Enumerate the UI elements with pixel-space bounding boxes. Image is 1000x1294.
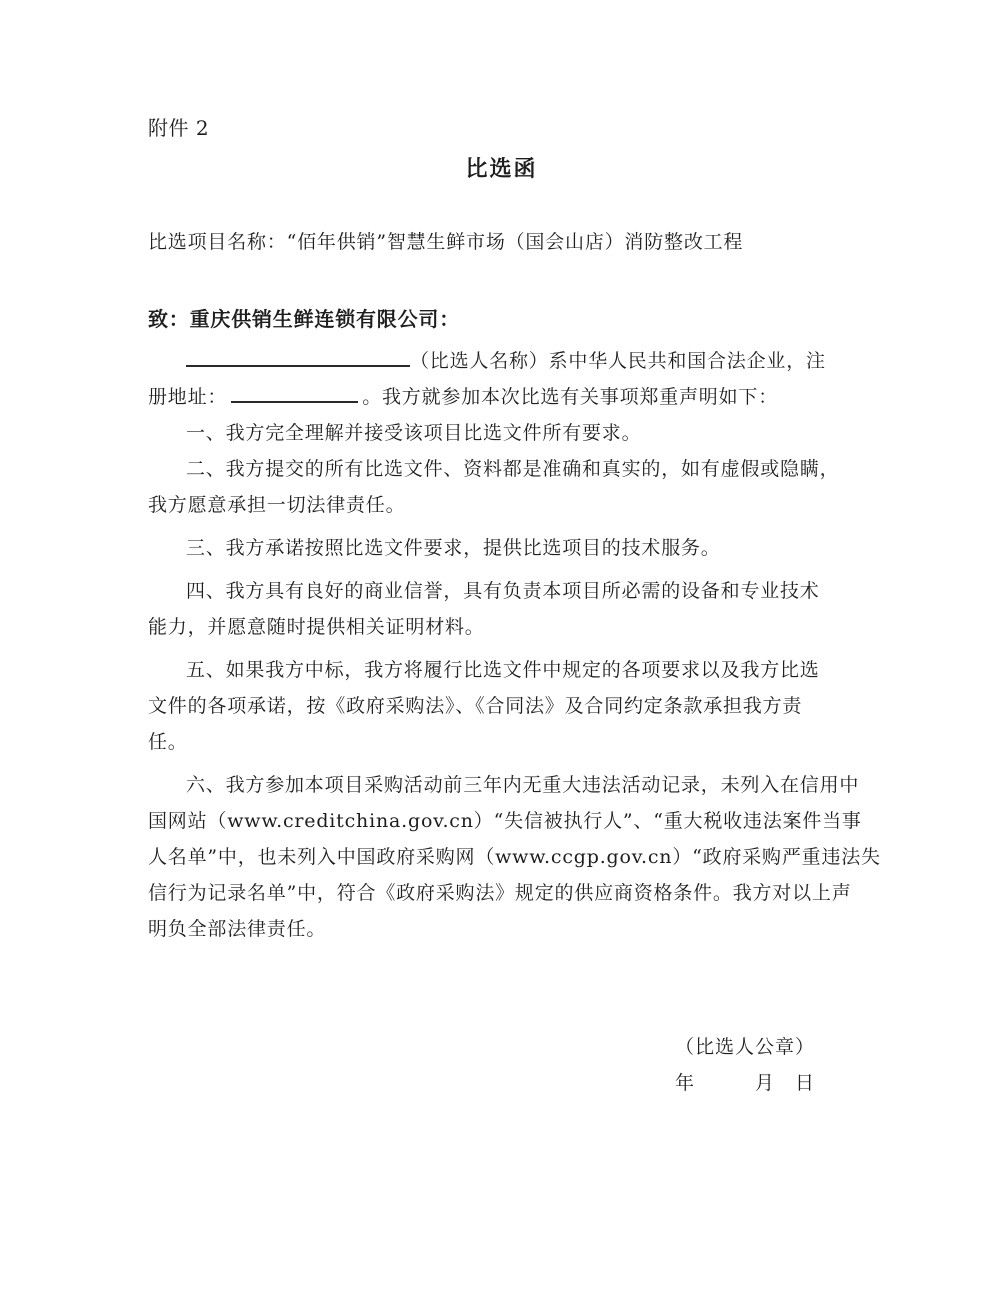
declaration-item-3 <box>148 530 855 566</box>
declaration-item-5-line-1: 五、如果我方中标，我方将履行比选文件中规定的各项要求以及我方比选 <box>186 659 820 681</box>
registered-address-label: 册地址： <box>148 386 228 408</box>
bidder-name-line <box>148 343 855 379</box>
bidder-name-blank-line <box>186 349 410 367</box>
declaration-item-2 <box>148 451 855 523</box>
date-line: 年 月 日 <box>674 1072 815 1094</box>
registered-address-line <box>148 379 855 415</box>
declaration-item-6-line-2: 国网站（www.creditchina.gov.cn）“失信被执行人”、“重大税收违法案件当事 <box>148 810 862 832</box>
declaration-item-4 <box>148 573 855 645</box>
declaration-intro <box>148 343 855 415</box>
seal-placeholder-line: （比选人公章） <box>674 1036 815 1058</box>
declaration-item-2-line-1: 二、我方提交的所有比选文件、资料都是准确和真实的，如有虚假或隐瞒， <box>186 458 840 480</box>
declaration-item-5-line-3: 任。 <box>148 731 188 753</box>
signature-block <box>148 1029 855 1101</box>
declaration-item-1-line-1: 一、我方完全理解并接受该项目比选文件所有要求。 <box>186 422 642 444</box>
registered-address-blank-line <box>231 385 358 403</box>
declaration-item-6 <box>148 767 881 947</box>
bidder-name-suffix-text: （比选人名称）系中华人民共和国合法企业，注 <box>410 350 826 372</box>
declaration-item-5-line-2: 文件的各项承诺，按《政府采购法》、《合同法》及合同约定条款承担我方责 <box>148 695 803 717</box>
registered-address-suffix-text: 。我方就参加本次比选有关事项郑重声明如下： <box>362 386 779 408</box>
project-name-value: “佰年供销”智慧生鲜市场（国会山店）消防整改工程 <box>286 231 744 253</box>
declaration-item-4-line-2: 能力，并愿意随时提供相关证明材料。 <box>148 616 485 638</box>
addressee-line: 致：重庆供销生鲜连锁有限公司： <box>148 307 460 331</box>
declaration-item-6-line-3: 人名单”中，也未列入中国政府采购网（www.ccgp.gov.cn）“政府采购严重违法失 <box>148 846 881 868</box>
project-name-line <box>148 224 855 260</box>
document-title: 比选函 <box>465 156 538 182</box>
project-name-label: 比选项目名称： <box>148 231 287 253</box>
declaration-item-6-line-1: 六、我方参加本项目采购活动前三年内无重大违法活动记录，未列入在信用中 <box>186 774 860 796</box>
declaration-item-5 <box>148 652 855 760</box>
declaration-item-2-line-2: 我方愿意承担一切法律责任。 <box>148 494 406 516</box>
declaration-item-1 <box>148 415 855 451</box>
declaration-item-6-line-5: 明负全部法律责任。 <box>148 918 327 940</box>
declaration-item-4-line-1: 四、我方具有良好的商业信誉，具有负责本项目所必需的设备和专业技术 <box>186 580 820 602</box>
attachment-label: 附件 2 <box>148 116 210 140</box>
declaration-item-6-line-4: 信行为记录名单”中，符合《政府采购法》规定的供应商资格条件。我方对以上声 <box>148 882 852 904</box>
declaration-item-3-line-1: 三、我方承诺按照比选文件要求，提供比选项目的技术服务。 <box>186 537 721 559</box>
